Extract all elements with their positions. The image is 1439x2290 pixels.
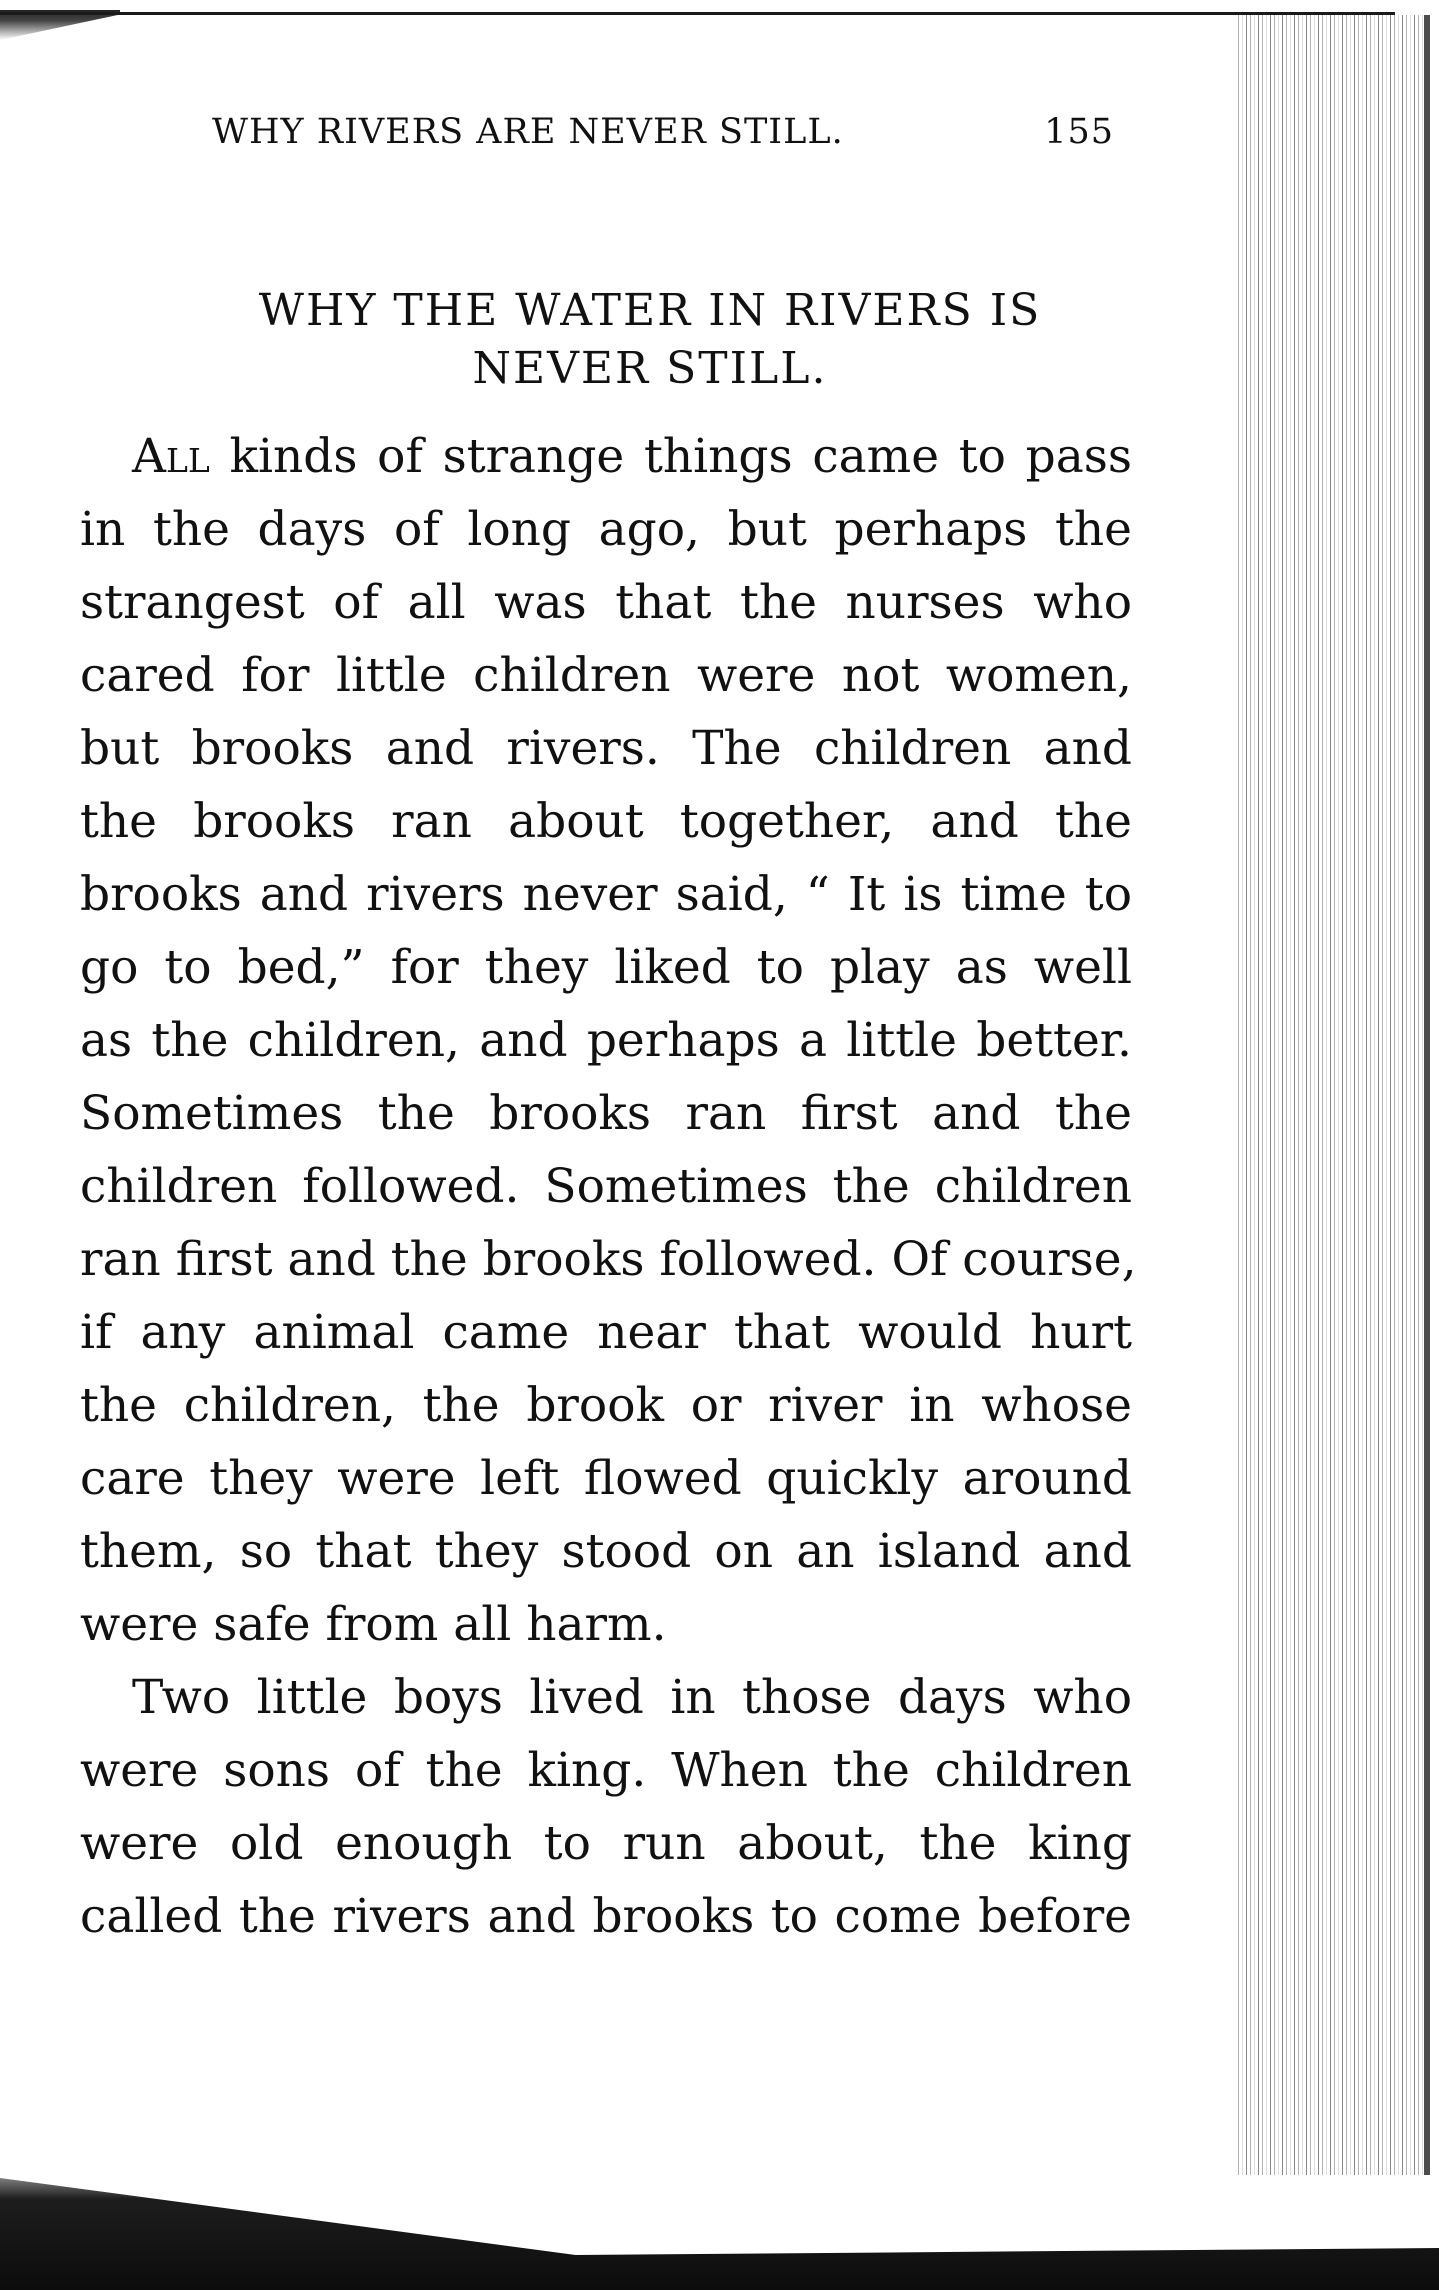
text-line: as the children, and perhaps a little better. [80,1013,1132,1068]
drop-lead-word: All [132,429,210,484]
book-page-edges [1235,15,1430,2175]
text-line: them, so that they stood on an island and [80,1524,1132,1579]
text-line: but brooks and rivers. The children and [80,721,1132,776]
text-line: were old enough to run about, the king [80,1816,1132,1871]
text-line: ran first and the brooks followed. Of course, [80,1232,1137,1287]
text-line: in the days of long ago, but perhaps the [80,502,1132,557]
text-line: Sometimes the brooks ran first and the [80,1086,1132,1141]
text-line: Two little boys lived in those days who [132,1670,1132,1725]
chapter-title-line-1: WHY THE WATER IN RIVERS IS [258,285,1042,336]
text-line: cared for little children were not women, [80,648,1132,703]
chapter-title [100,282,1200,398]
body-text [80,420,1137,1953]
text-line: called the rivers and brooks to come before [80,1889,1132,1944]
text-line [80,420,1132,493]
page-number: 155 [1044,112,1114,152]
text-line: brooks and rivers never said, “ It is time to [80,867,1132,922]
chapter-title-line-2: NEVER STILL. [472,343,828,394]
text-line: go to bed,” for they liked to play as well [80,940,1132,995]
page-top-edge [0,12,1395,15]
running-head [212,112,1114,162]
text-line: were sons of the king. When the children [80,1743,1132,1798]
scan-bottom-shadow [0,2150,1439,2290]
running-head-title: WHY RIVERS ARE NEVER STILL. [212,112,844,152]
text-line-rest: kinds of strange things came to pass [209,429,1132,484]
text-line: were safe from all harm. [80,1597,667,1652]
text-line: care they were left flowed quickly around [80,1451,1132,1506]
text-line: the children, the brook or river in whose [80,1378,1132,1433]
text-line: strangest of all was that the nurses who [80,575,1132,630]
text-line: if any animal came near that would hurt [80,1305,1132,1360]
text-line: children followed. Sometimes the children [80,1159,1132,1214]
text-line: the brooks ran about together, and the [80,794,1132,849]
